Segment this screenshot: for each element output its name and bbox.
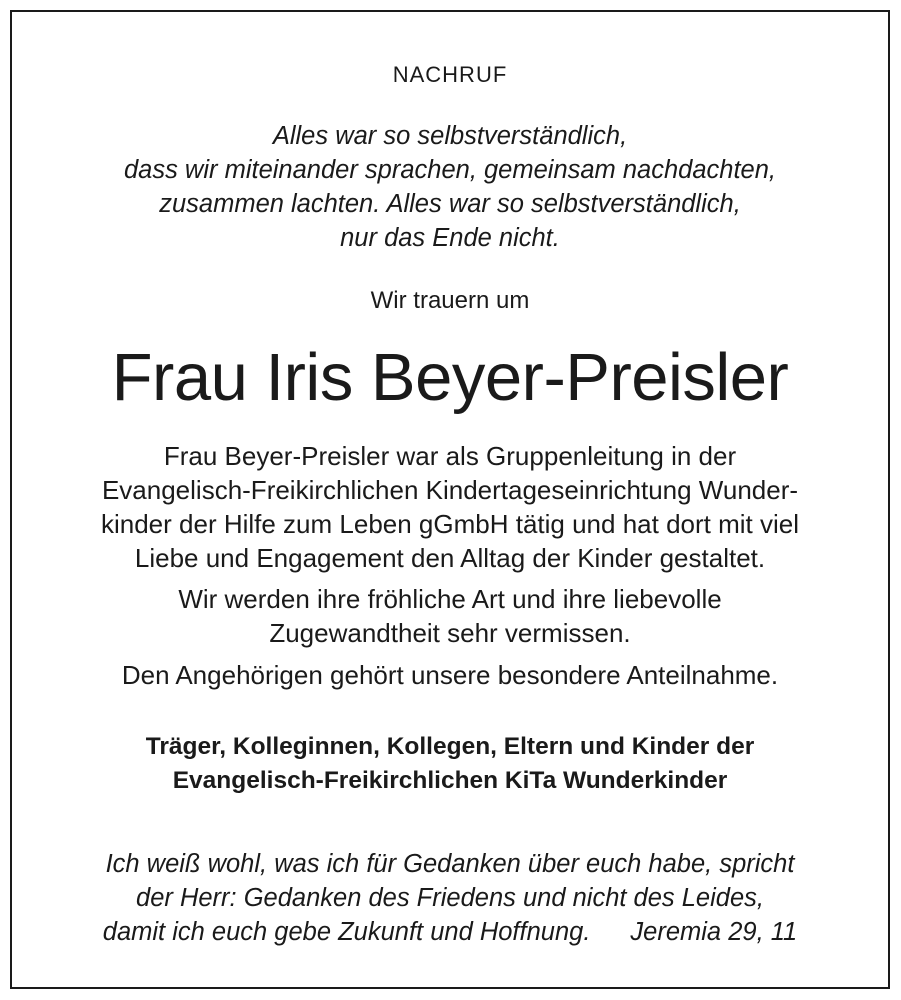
heading: NACHRUF [392, 62, 508, 87]
verse-line: der Herr: Gedanken des Friedens und nicht des Leides, [136, 884, 764, 912]
motto-line: nur das Ende nicht. [340, 224, 560, 252]
verse-last-line [12, 915, 888, 949]
tribute-line: Evangelisch-Freikirchlichen Kindertageseinrichtung Wunder- [101, 475, 799, 505]
motto-line: Alles war so selbstverständlich, [272, 122, 628, 150]
tribute-line: kinder der Hilfe zum Leben gGmbH tätig und hat dort mit viel [100, 509, 799, 539]
obituary-frame [10, 10, 890, 989]
verse-line: damit ich euch gebe Zukunft und Hoffnung. [102, 918, 591, 946]
mourning-line: Wir trauern um [370, 287, 530, 314]
remembrance-line: Wir werden ihre fröhliche Art und ihre liebevolle [178, 584, 722, 614]
deceased-name: Frau Iris Beyer-Preisler [111, 340, 789, 415]
tribute-line: Frau Beyer-Preisler war als Gruppenleitung in der [163, 441, 737, 471]
condolence-line: Den Angehörigen gehört unsere besondere Anteilnahme. [121, 660, 779, 690]
signature-line: Träger, Kolleginnen, Kollegen, Eltern und Kinder der [145, 733, 755, 760]
remembrance-line: Zugewandtheit sehr vermissen. [269, 618, 631, 648]
verse-line: Ich weiß wohl, was ich für Gedanken über euch habe, spricht [105, 850, 795, 878]
verse-reference: Jeremia 29, 11 [630, 918, 798, 946]
signature-line: Evangelisch-Freikirchlichen KiTa Wunderkinder [172, 767, 728, 794]
motto-line: zusammen lachten. Alles war so selbstverständlich, [159, 190, 741, 218]
tribute-line: Liebe und Engagement den Alltag der Kinder gestaltet. [134, 543, 766, 573]
motto-line: dass wir miteinander sprachen, gemeinsam nachdachten, [123, 156, 777, 184]
